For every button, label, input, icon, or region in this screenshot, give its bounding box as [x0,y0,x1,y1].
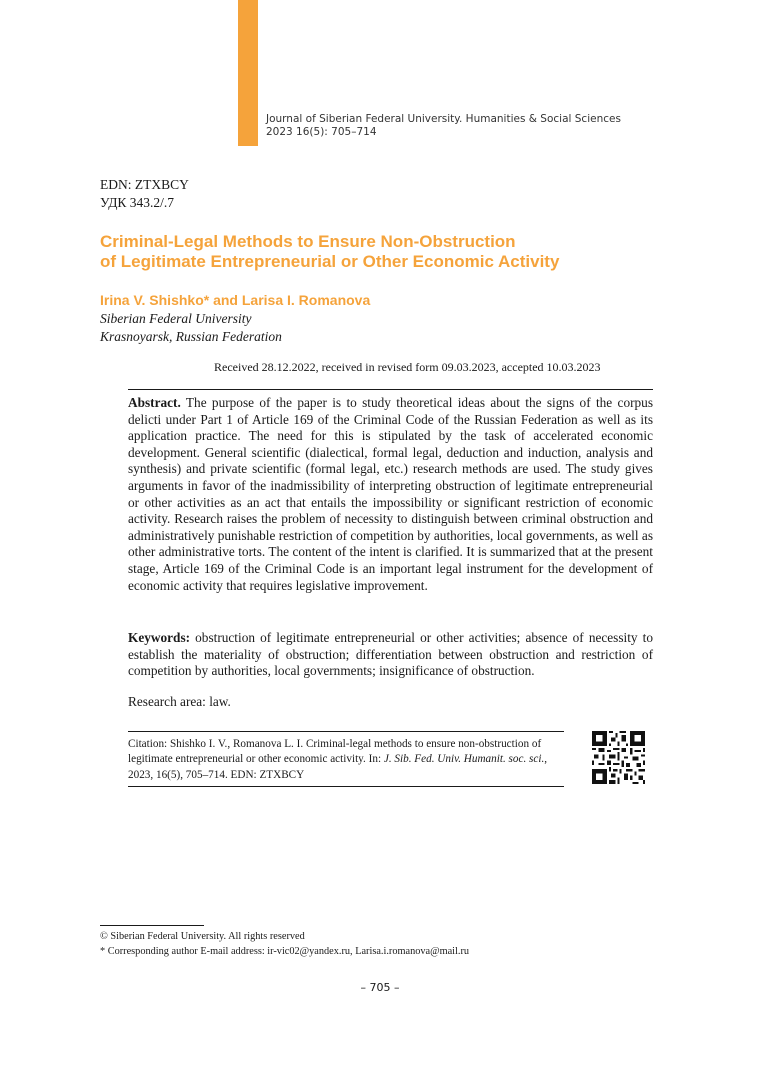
udk-id: УДК 343.2/.7 [100,195,175,210]
journal-issue: 2023 16(5): 705–714 [266,126,377,138]
footnote-copyright: © Siberian Federal University. All rights reserved [100,931,305,942]
title-line-1: Criminal-Legal Methods to Ensure Non-Obstruction [100,232,516,251]
paper-title [100,232,660,272]
citation-top-rule [128,731,564,732]
citation-suffix: , 2023, 16(5), 705–714. EDN: ZTXBCY [128,753,548,781]
citation-journal: J. Sib. Fed. Univ. Humanit. soc. sci. [383,753,545,766]
page-number: – 705 – [360,981,400,994]
authors: Irina V. Shishko* and Larisa I. Romanova [100,292,371,308]
header-accent-bar [238,0,258,146]
received-dates: Received 28.12.2022, received in revised form 09.03.2023, accepted 10.03.2023 [214,360,601,374]
abstract-label: Abstract. [128,395,181,410]
research-area: Research area: law. [128,694,231,709]
footnote-rule [100,925,204,926]
affiliation-university: Siberian Federal University [100,311,252,326]
identifiers [100,176,189,212]
journal-title: Journal of Siberian Federal University. Humanities & Social Sciences [266,113,621,125]
citation-prefix: Citation: Shishko I. V., Romanova L. I. Criminal-legal methods to ensure non-obstruction of legitimate entrepreneurial or other economic activity. In: [128,738,542,766]
citation [128,737,568,783]
affiliation-location: Krasnoyarsk, Russian Federation [100,329,282,344]
journal-header [266,113,621,139]
footnote-corresponding: * Corresponding author E-mail address: ir-vic02@yandex.ru, Larisa.i.romanova@mail.ru [100,946,470,957]
keywords-text: obstruction of legitimate entrepreneurial or other activities; absence of necessity to establish the materiality of obstruction; differentiation between obstruction and restriction of competition by authorities, local governments; insignificance of obstruction. [128,630,653,679]
abstract-text: The purpose of the paper is to study theoretical ideas about the signs of the corpus delicti under Part 1 of Article 169 of the Criminal Code of the Russian Federation as well as its application practice. The need for this is stipulated by the task of accelerated economic development. General scientific (dialectical, formal legal, deduction and induction, analysis and synthesis) and private scientific (formal legal, etc.) research methods are used. The study gives arguments in favor of the inadmissibility of interpreting obstruction of legitimate entrepreneurial or other activities as an act that entails the impossibility or significant restriction of economic activity. Research raises the problem of necessity to distinguish between criminal obstruction and administratively punishable restriction of competition by authorities, local governments, as well as other administrative torts. The content of the intent is clarified. It is summarized that at the present stage, Article 169 of the Criminal Code is an important legal instrument for the development of economic activity that requires legislative improvement. [128,395,653,593]
edn-id: EDN: ZTXBCY [100,177,189,192]
citation-bottom-rule [128,786,564,787]
qr-code-icon [592,731,645,784]
keywords [128,630,653,680]
affiliation [100,310,282,346]
abstract-top-rule [128,389,653,390]
abstract [128,395,653,594]
title-line-2: of Legitimate Entrepreneurial or Other Economic Activity [100,252,560,271]
keywords-label: Keywords: [128,630,191,645]
